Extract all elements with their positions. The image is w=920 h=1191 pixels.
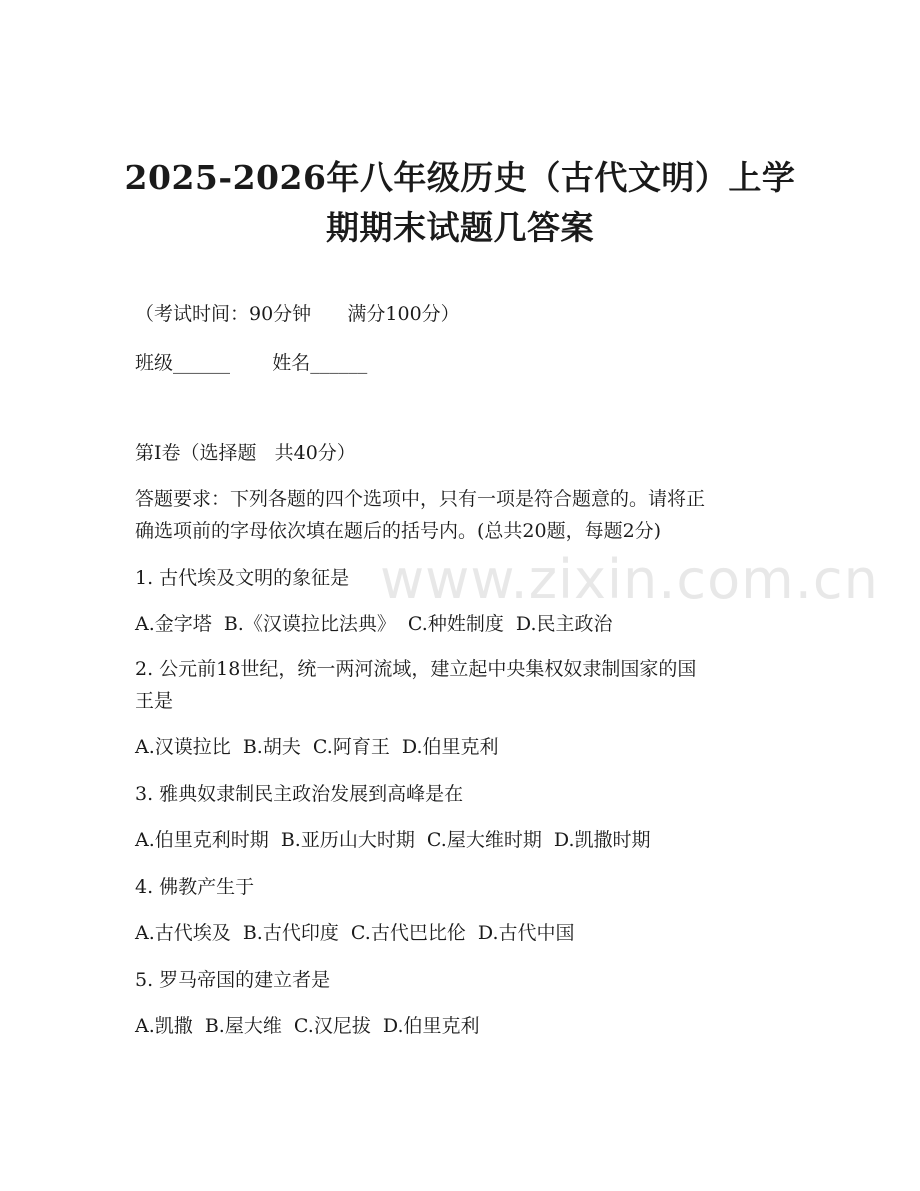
question-4-stem: 4. 佛教产生于 — [135, 876, 255, 898]
document-title-line1: 2025-2026年八年级历史（古代文明）上学 — [124, 158, 796, 197]
question-2-options: A.汉谟拉比 B.胡夫 C.阿育王 D.伯里克利 — [135, 736, 499, 758]
watermark: www.zixin.com.cn — [380, 548, 879, 611]
document-title-line2: 期期末试题几答案 — [326, 208, 594, 247]
question-5-stem: 5. 罗马帝国的建立者是 — [135, 969, 331, 991]
exam-info: （考试时间：90分钟 满分100分） — [135, 303, 460, 325]
class-name-line: 班级______ 姓名______ — [135, 352, 368, 374]
question-3-options: A.伯里克利时期 B.亚历山大时期 C.屋大维时期 D.凯撒时期 — [135, 829, 651, 851]
question-3-stem: 3. 雅典奴隶制民主政治发展到高峰是在 — [135, 783, 464, 805]
question-5-options: A.凯撒 B.屋大维 C.汉尼拔 D.伯里克利 — [135, 1015, 480, 1037]
instructions-line1: 答题要求：下列各题的四个选项中，只有一项是符合题意的。请将正 — [135, 488, 706, 510]
section-title: 第Ⅰ卷（选择题 共40分） — [135, 442, 356, 464]
question-1-stem: 1. 古代埃及文明的象征是 — [135, 567, 350, 589]
question-2-stem-line1: 2. 公元前18世纪，统一两河流域，建立起中央集权奴隶制国家的国 — [135, 658, 697, 680]
instructions-line2: 确选项前的字母依次填在题后的括号内。(总共20题，每题2分) — [135, 520, 662, 542]
question-2-stem-line2: 王是 — [135, 690, 174, 712]
question-4-options: A.古代埃及 B.古代印度 C.古代巴比伦 D.古代中国 — [135, 922, 575, 944]
question-1-options: A.金字塔 B.《汉谟拉比法典》 C.种姓制度 D.民主政治 — [135, 613, 613, 635]
